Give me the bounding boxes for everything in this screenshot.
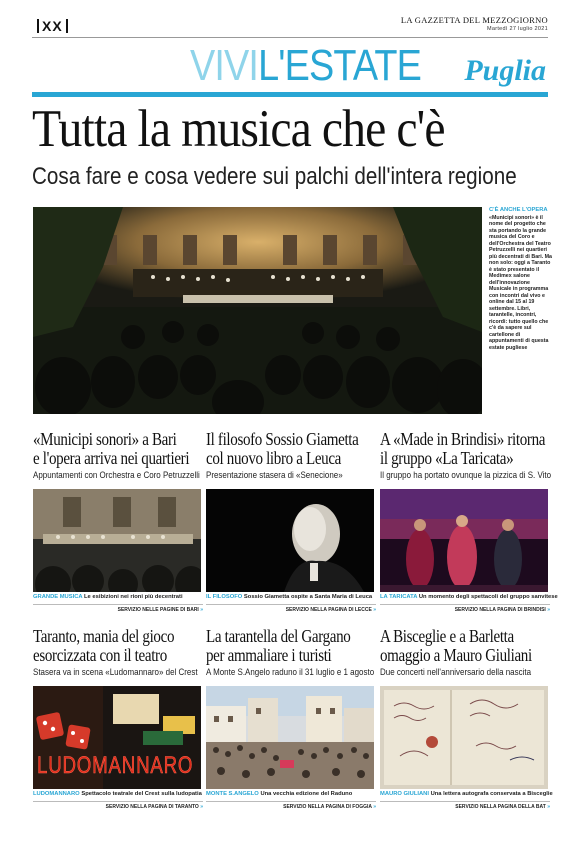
article-subhead: Stasera va in scena «Ludomannaro» del Crest [33,667,198,678]
article-headline-line1: «Municipi sonori» a Bari [33,429,177,449]
banner-part2: L'ESTATE [258,41,422,90]
banner-rule [32,92,548,97]
article-service-link[interactable]: SERVIZIO NELLE PAGINE DI BARI » [117,607,203,613]
article-headline-line2: il gruppo «La Taricata» [380,448,514,468]
page-number: XX [34,18,71,34]
article-headline-line1: La tarantella del Gargano [206,626,351,646]
article-photo-letter [380,686,548,789]
article-divider [380,801,550,802]
article-headline-line1: A «Made in Brindisi» ritorna [380,429,546,449]
banner-part1: VIVI [190,41,259,90]
article-photo-orchestra [33,489,201,592]
ludomannaro-logo-text: LUDOMANNARO [37,752,194,779]
article-subhead: Due concerti nell'anniversario della nascita [380,667,532,678]
article-service-link[interactable]: SERVIZIO NELLA PAGINA DI TARANTO » [105,804,203,810]
article-caption: GRANDE MUSICA Le esibizioni nei rioni più decentrati [33,594,183,600]
article-divider [206,604,376,605]
article-headline-line1: Taranto, mania del gioco [33,626,175,646]
article-lecce [206,430,376,613]
main-photo-concert [33,207,482,414]
article-headline-line2: per ammaliare i turisti [206,645,332,665]
page-headline: Tutta la musica che c'è [32,100,445,158]
article-photo-tarantella-crowd [206,686,374,789]
page-subhead: Cosa fare e cosa vedere sui palchi dell'intera regione [32,163,517,190]
newspaper-name: LA GAZZETTA DEL MEZZOGIORNO [400,15,548,25]
article-headline-line2: col nuovo libro a Leuca [206,448,342,468]
article-subhead: Appuntamenti con Orchestra e Coro Petruzzelli [33,470,200,481]
article-caption: LA TARICATA Un momento degli spettacoli del gruppo sanvitese [380,594,558,600]
newspaper-masthead [401,16,548,32]
section-banner [190,40,459,92]
article-subhead: Il gruppo ha portato ovunque la pizzica di S. Vito [380,470,552,481]
article-headline-line1: Il filosofo Sossio Giametta [206,429,359,449]
article-service-link[interactable]: SERVIZIO NELLA PAGINA DI FOGGIA » [283,804,376,810]
article-photo-ludomannaro [33,686,201,789]
article-service-link[interactable]: SERVIZIO NELLA PAGINA DI LECCE » [285,607,376,613]
issue-date: Martedì 27 luglio 2021 [486,25,548,32]
article-bari [33,430,203,613]
sidebar-box [489,207,553,351]
sidebar-kicker: C'È ANCHE L'OPERA [489,207,548,213]
article-divider [206,801,376,802]
article-caption: LUDOMANNARO Spettacolo teatrale del Crest sulla ludopatia [33,791,202,797]
article-foggia [206,627,376,810]
article-bat [380,626,553,810]
article-divider [380,604,550,605]
banner-region: Puglia [464,54,546,87]
article-service-link[interactable]: SERVIZIO NELLA PAGINA DI BRINDISI » [454,607,550,613]
article-brindisi [380,429,558,613]
article-headline-line1: A Bisceglie e a Barletta [380,626,514,646]
article-caption: IL FILOSOFO Sossio Giametta ospite a Santa Maria di Leuca [206,594,373,600]
article-headline-line2: esorcizzata con il teatro [33,645,167,665]
article-subhead: Presentazione stasera di «Senecione» [206,470,343,481]
article-service-link[interactable]: SERVIZIO NELLA PAGINA DELLA BAT » [455,804,550,810]
article-caption: MAURO GIULIANI Una lettera autografa conservata a Bisceglie [380,791,553,797]
article-photo-taricata [380,489,548,592]
article-divider [33,801,203,802]
article-headline-line2: e l'opera arriva nei quartieri [33,448,190,468]
article-headline-line2: omaggio a Mauro Giuliani [380,645,532,665]
sidebar-text: «Municipi sonori» è il nome del progetto che sta portando la grande musica del Coro e dell'Orchestra del Teatro Petruzzelli nei quartieri più decentrati di Bari. Ma non solo: oggi a Taranto è stato presentato il Medimex salone dell'innovazione Musicale in programma con incontri dal vivo e online dal 15 al 19 settembre. Libri, tarantelle, incontri, ricordi: tutto quello che c'è da sapere sul cartellone di appuntamenti di questa estate pugliese [489,214,552,351]
article-photo-philosopher [206,489,374,592]
article-caption: MONTE S.ANGELO Una vecchia edizione del Raduno [206,791,353,797]
article-taranto [33,627,203,810]
header-divider [32,37,548,38]
article-subhead: A Monte S.Angelo raduno il 31 luglio e 1 agosto [206,667,375,678]
article-divider [33,604,203,605]
